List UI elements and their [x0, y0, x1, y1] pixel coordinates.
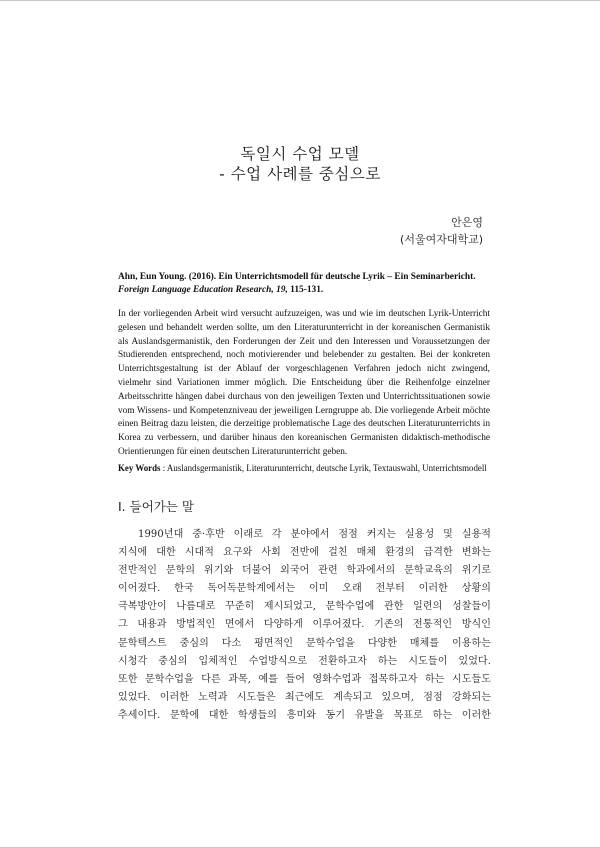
title-line-1: 독일시 수업 모델 — [240, 145, 360, 163]
body-line-7: 문학텍스트 중심의 다소 평면적인 문학수업을 다양한 매체를 이용하는 — [118, 637, 491, 649]
body-line-6: 그 내용과 방법적인 면에서 다양하게 이루어졌다. 기존의 전통적인 방식인 — [118, 619, 491, 631]
citation-main: Ahn, Eun Young. (2016). Ein Unterrichtsmodell für deutsche Lyrik – Ein Seminarbericht. — [118, 272, 476, 282]
citation-journal: Foreign Language Education Research, 19, — [118, 285, 288, 295]
section-heading: I. 들어가는 말 — [118, 499, 194, 514]
keywords-label: Key Words — [118, 463, 161, 473]
body-line-11: 추세이다. 문학에 대한 학생들의 흥미와 동기 유발을 목표로 하는 이러한 — [118, 709, 491, 721]
citation-pages: 115-131. — [290, 285, 324, 295]
abstract: In der vorliegenden Arbeit wird versucht aufzuzeigen, was und wie im deutschen Lyrik-Unterricht gelesen und behandelt werden sollte, um den Literaturunterricht in der koreanischen Germanistik als Auslandsgermanistik, den Forderungen der Zeit und den Interessen und Voraussetzungen der Studierenden entsprechend, noch motivierender und belebender zu gestalten. Bei der konkreten Unterrichtsgestaltung ist der Ablauf der vorgeschlagenen Verfahren jedoch nicht zwingend, vielmehr sind Variationen immer möglich. Die Entscheidung über die Reihenfolge einzelner Arbeitsschritte hängen dabei durchaus von den jeweiligen Texten und Unterrichtssituationen sowie vom Wissens- und Kompetenzniveau der jeweiligen Lerngruppe ab. Die vorliegende Arbeit möchte einen Beitrag dazu leisten, die derzeitige problematische Lage des deutschen Literaturunterrichts in Korea zu verbessern, und darüber hinaus den koreanischen Germanisten didaktisch-methodische Orientierungen für einen deutschen Literaturunterricht geben. — [118, 309, 490, 457]
title-line-2: - 수업 사례를 중심으로 — [219, 165, 381, 183]
author-name: 안은영 — [451, 216, 483, 229]
citation — [118, 271, 490, 297]
body-line-4: 이어졌다. 한국 독어독문학계에서는 이미 오래 전부터 이러한 상황의 — [118, 583, 491, 595]
body-line-2: 지식에 대한 시대적 요구와 사회 전반에 걸친 매체 환경의 급격한 변화는 — [118, 547, 491, 559]
paper-title — [0, 144, 600, 184]
body-line-8: 시청각 중심의 입체적인 수업방식으로 전환하고자 하는 시도들이 있었다. — [118, 655, 491, 667]
body-line-10: 있었다. 이러한 노력과 시도들은 최근에도 계속되고 있으며, 점점 강화되는 — [118, 691, 491, 703]
author-info — [400, 214, 483, 248]
body-line-9: 또한 문학수업을 다른 과목, 예를 들어 영화수업과 접목하고자 하는 시도들도 — [118, 673, 491, 685]
body-line-3: 전반적인 문학의 위기와 더불어 외국어 관련 학과에서의 문학교육의 위기로 — [118, 565, 491, 577]
author-affiliation: (서울여자대학교) — [400, 233, 483, 246]
body-line-5: 극복방안이 나름대로 꾸준히 제시되었고, 문학수업에 관한 일련의 성찰들이 — [118, 601, 491, 613]
body-line-1: 1990년대 중·후반 이래로 각 분야에서 점점 커지는 실용성 및 실용적 — [138, 529, 491, 540]
keywords — [118, 462, 490, 474]
page-top-edge — [0, 0, 600, 1]
section-body — [118, 526, 491, 725]
keywords-list: : Auslandsgermanistik, Literaturunterricht, deutsche Lyrik, Textauswahl, Unterrichtsmodell — [162, 463, 487, 473]
